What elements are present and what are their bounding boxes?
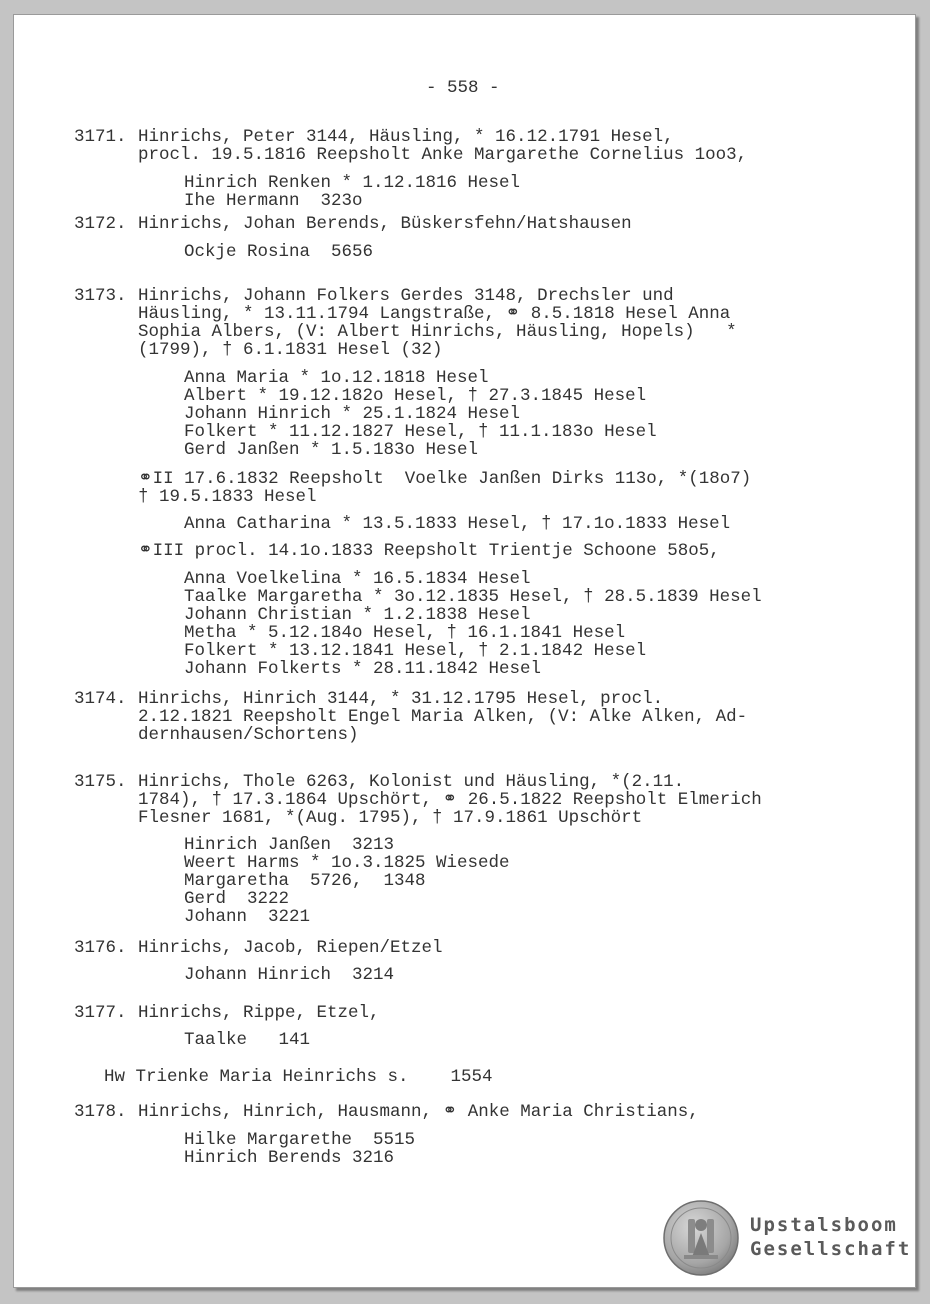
entry-line: dernhausen/Schortens) <box>138 725 359 745</box>
entry-line: Hinrichs, Hinrich 3144, * 31.12.1795 Hesel, procl. <box>138 689 664 709</box>
child-line: Gerd 3222 <box>184 889 290 909</box>
entry-number: 3172. <box>74 214 127 234</box>
hw-line: Hw Trienke Maria Heinrichs s. 1554 <box>104 1067 493 1087</box>
child-line: Hilke Margarethe 5515 <box>184 1130 416 1150</box>
child-line: Hinrich Janßen 3213 <box>184 835 395 855</box>
entry-line: 2.12.1821 Reepsholt Engel Maria Alken, (V: Alke Alken, Ad- <box>138 707 748 727</box>
entry-line: Häusling, * 13.11.1794 Langstraße, ⚭ 8.5.1818 Hesel Anna <box>138 304 731 324</box>
entry-line: (1799), † 6.1.1831 Hesel (32) <box>138 340 443 360</box>
logo-text <box>750 1213 911 1261</box>
child-line: Johann Hinrich * 25.1.1824 Hesel <box>184 404 521 424</box>
child-line: Anna Voelkelina * 16.5.1834 Hesel <box>184 569 531 589</box>
entry-number: 3175. <box>74 772 127 792</box>
entry-number: 3178. <box>74 1102 127 1122</box>
marriage-line: ⚭III procl. 14.1o.1833 Reepsholt Trientje Schoone 58o5, <box>138 541 720 561</box>
marriage-line: † 19.5.1833 Hesel <box>138 487 317 507</box>
child-line: Folkert * 11.12.1827 Hesel, † 11.1.183o Hesel <box>184 422 657 442</box>
upstalsboom-logo <box>662 1199 912 1281</box>
entry-line: Hinrichs, Peter 3144, Häusling, * 16.12.1791 Hesel, <box>138 127 674 147</box>
entry-line: Hinrichs, Hinrich, Hausmann, ⚭ Anke Maria Christians, <box>138 1102 699 1122</box>
seal-icon <box>662 1199 740 1277</box>
child-line: Margaretha 5726, 1348 <box>184 871 426 891</box>
child-line: Taalke 141 <box>184 1030 311 1050</box>
child-line: Taalke Margaretha * 3o.12.1835 Hesel, † 28.5.1839 Hesel <box>184 587 762 607</box>
child-line: Ockje Rosina 5656 <box>184 242 374 262</box>
logo-line-1: Upstalsboom <box>750 1214 898 1236</box>
entry-line: Sophia Albers, (V: Albert Hinrichs, Häusling, Hopels) * <box>138 322 737 342</box>
page-number: - 558 - <box>426 78 500 98</box>
marriage-line: ⚭II 17.6.1832 Reepsholt Voelke Janßen Dirks 113o, *(18o7) <box>138 469 752 489</box>
entry-3177 <box>14 1004 915 1112</box>
child-line: Gerd Janßen * 1.5.183o Hesel <box>184 440 479 460</box>
entry-line: Flesner 1681, *(Aug. 1795), † 17.9.1861 Upschört <box>138 808 643 828</box>
child-line: Johann Christian * 1.2.1838 Hesel <box>184 605 531 625</box>
child-line: Ihe Hermann 323o <box>184 191 363 211</box>
entry-3178 <box>14 1103 915 1211</box>
entry-line: procl. 19.5.1816 Reepsholt Anke Margarethe Cornelius 1oo3, <box>138 145 748 165</box>
child-line: Johann Hinrich 3214 <box>184 965 395 985</box>
entry-line: Hinrichs, Jacob, Riepen/Etzel <box>138 938 443 958</box>
document-page <box>13 14 916 1288</box>
entry-number: 3171. <box>74 127 127 147</box>
child-line: Anna Catharina * 13.5.1833 Hesel, † 17.1o.1833 Hesel <box>184 514 731 534</box>
entry-number: 3176. <box>74 938 127 958</box>
child-line: Hinrich Berends 3216 <box>184 1148 395 1168</box>
child-line: Weert Harms * 1o.3.1825 Wiesede <box>184 853 510 873</box>
child-line: Albert * 19.12.182o Hesel, † 27.3.1845 Hesel <box>184 386 647 406</box>
child-line: Anna Maria * 1o.12.1818 Hesel <box>184 368 489 388</box>
entry-line: Hinrichs, Johann Folkers Gerdes 3148, Drechsler und <box>138 286 674 306</box>
entry-number: 3177. <box>74 1003 127 1023</box>
entry-line: Hinrichs, Johan Berends, Büskersfehn/Hatshausen <box>138 214 632 234</box>
child-line: Johann 3221 <box>184 907 311 927</box>
child-line: Johann Folkerts * 28.11.1842 Hesel <box>184 659 542 679</box>
entry-line: Hinrichs, Thole 6263, Kolonist und Häusling, *(2.11. <box>138 772 685 792</box>
child-line: Folkert * 13.12.1841 Hesel, † 2.1.1842 Hesel <box>184 641 647 661</box>
entry-line: 1784), † 17.3.1864 Upschört, ⚭ 26.5.1822 Reepsholt Elmerich <box>138 790 762 810</box>
entry-line: Hinrichs, Rippe, Etzel, <box>138 1003 380 1023</box>
entry-number: 3173. <box>74 286 127 306</box>
entry-number: 3174. <box>74 689 127 709</box>
child-line: Hinrich Renken * 1.12.1816 Hesel <box>184 173 521 193</box>
child-line: Metha * 5.12.184o Hesel, † 16.1.1841 Hesel <box>184 623 626 643</box>
logo-line-2: Gesellschaft <box>750 1238 912 1260</box>
entry-3173 <box>14 287 915 683</box>
